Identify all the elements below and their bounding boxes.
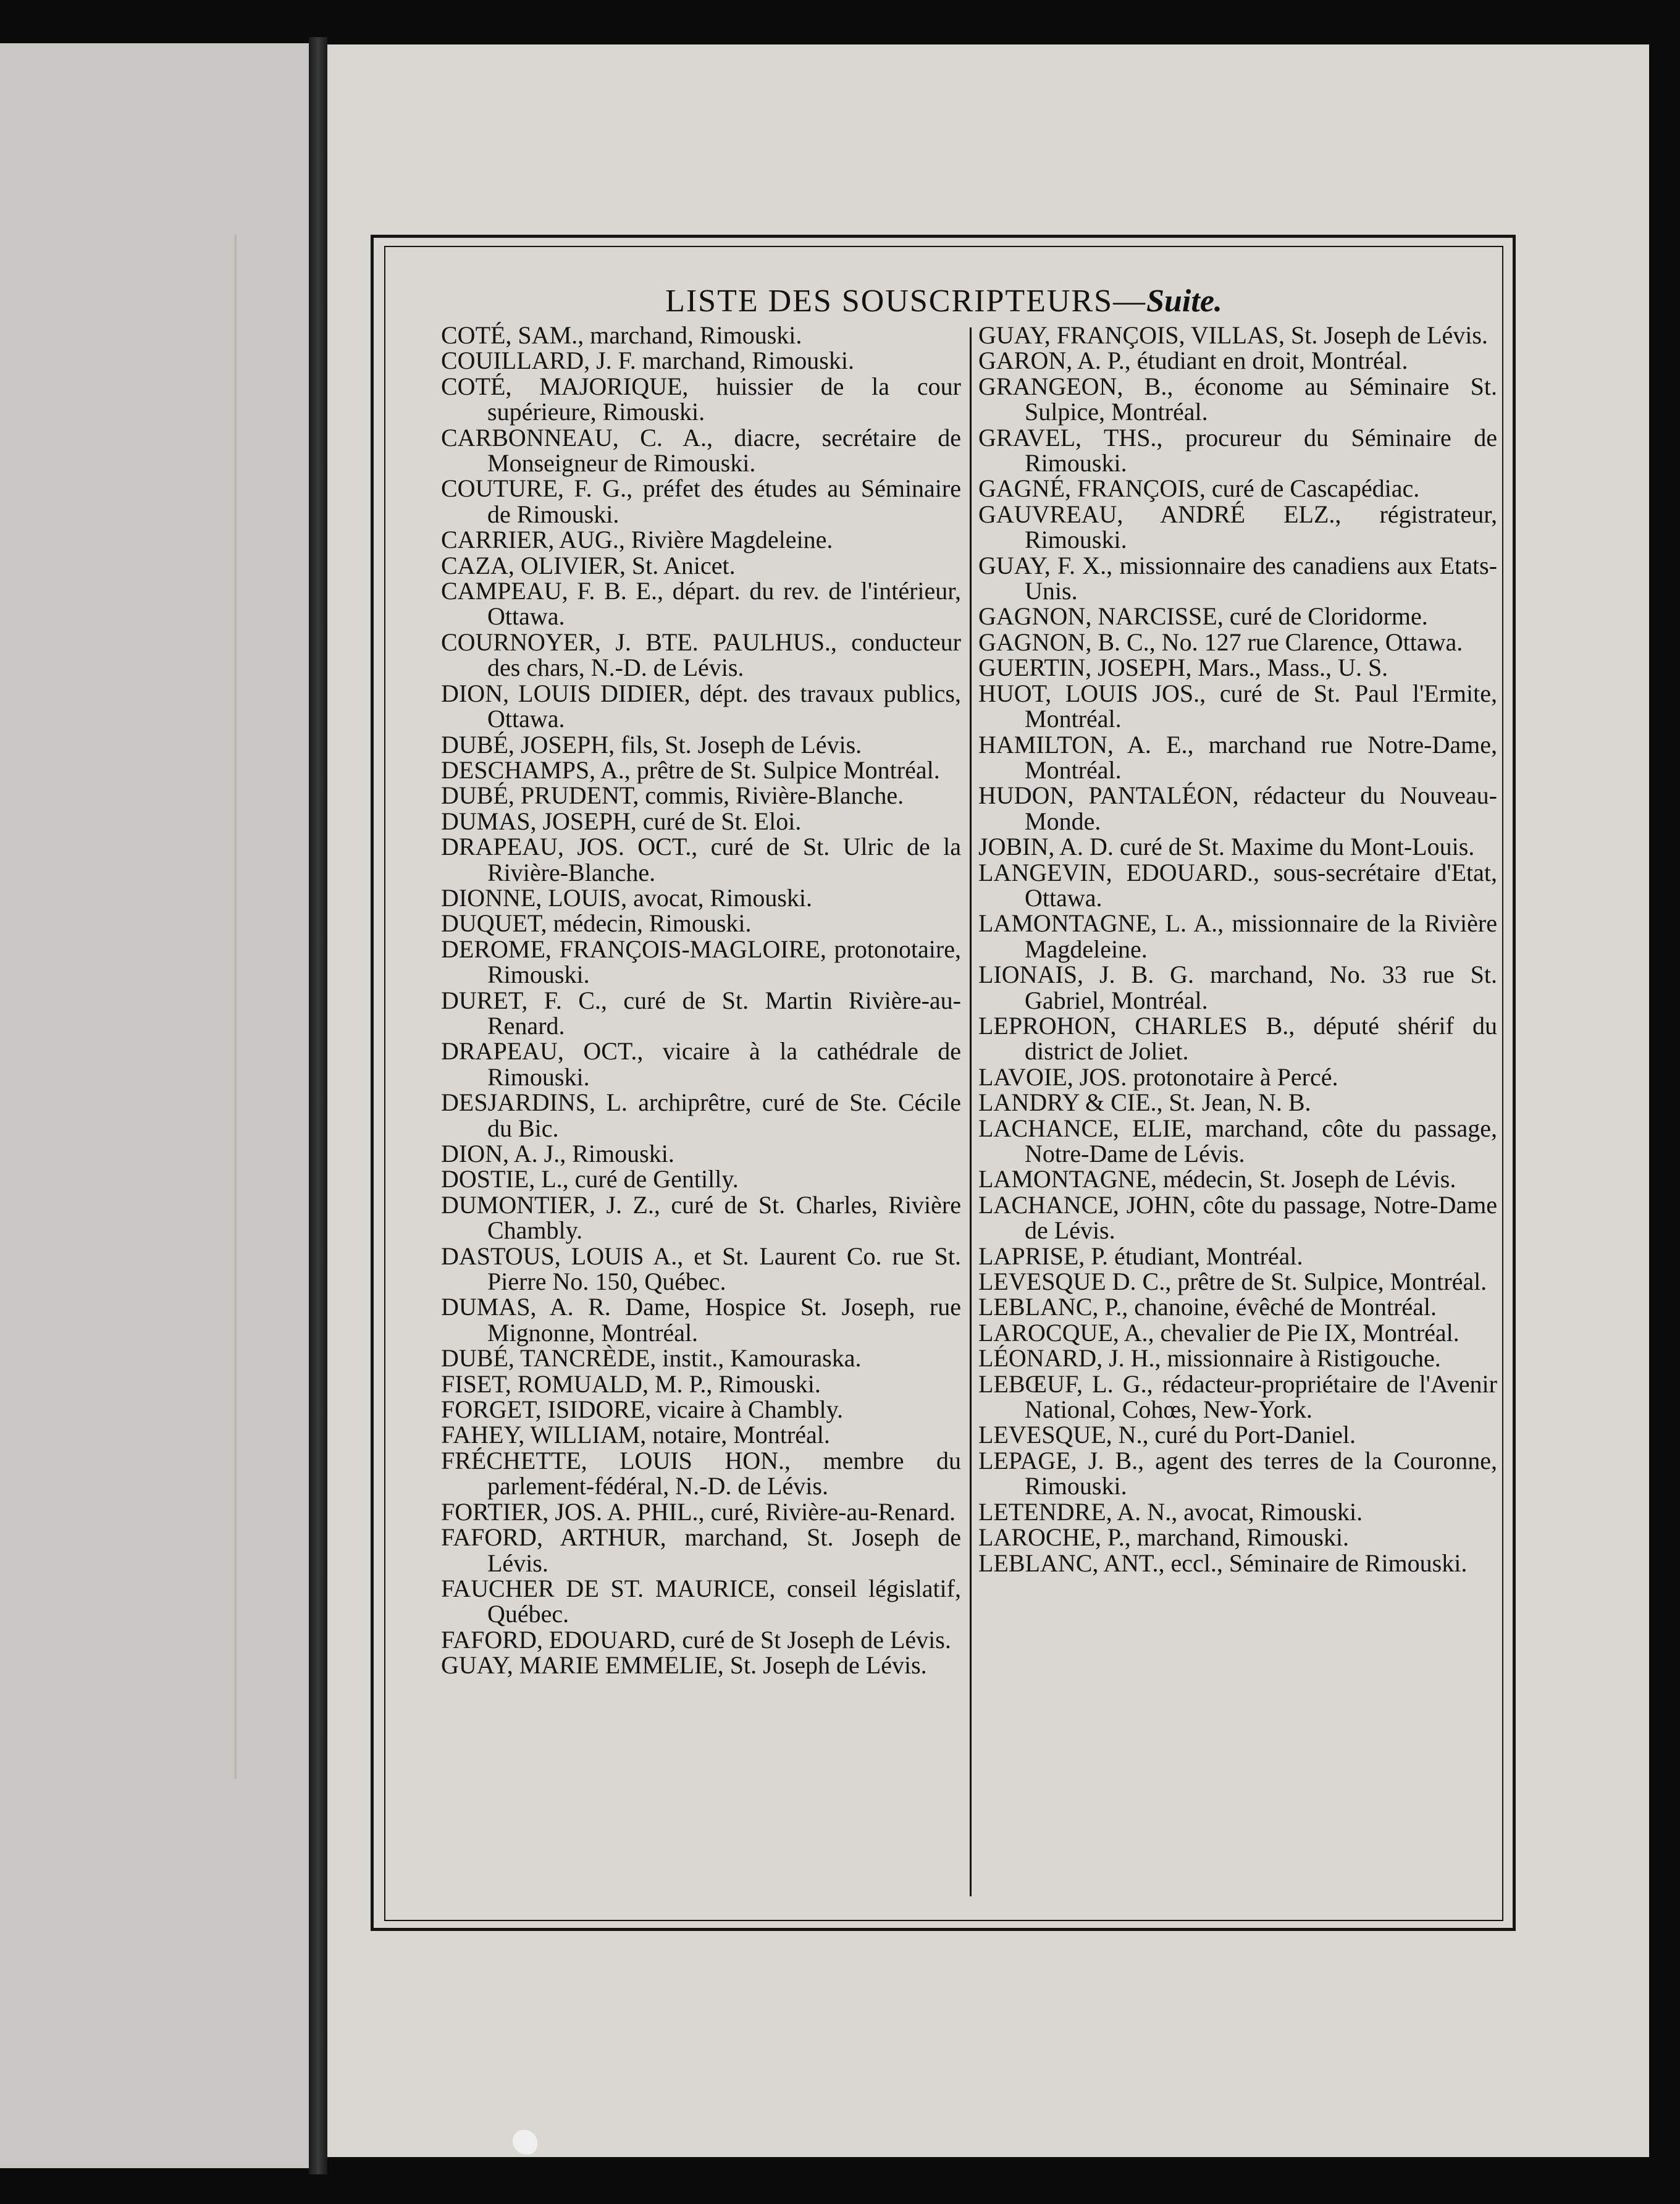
subscriber-entry: LANGEVIN, EDOUARD., sous-secrétaire d'Etat, Ottawa.: [978, 858, 1497, 912]
subscriber-entry: FORTIER, JOS. A. PHIL., curé, Rivière-au-Renard.: [441, 1497, 956, 1526]
subscriber-entry: GUAY, F. X., missionnaire des canadiens aux Etats-Unis.: [978, 551, 1497, 605]
subscriber-entry: COTÉ, MAJORIQUE, huissier de la cour supérieure, Rimouski.: [441, 372, 961, 426]
subscriber-entry: LÉONARD, J. H., missionnaire à Ristigouche.: [978, 1344, 1441, 1373]
title-suite: Suite.: [1146, 284, 1222, 319]
subscriber-entry: DASTOUS, LOUIS A., et St. Laurent Co. rue St. Pierre No. 150, Québec.: [441, 1242, 961, 1296]
subscriber-entry: LAVOIE, JOS. protonotaire à Percé.: [978, 1062, 1338, 1091]
subscriber-entry: DION, A. J., Rimouski.: [441, 1140, 674, 1167]
subscriber-entry: FAFORD, ARTHUR, marchand, St. Joseph de Lévis.: [441, 1523, 961, 1577]
subscriber-entry: HUDON, PANTALÉON, rédacteur du Nouveau-Monde.: [978, 781, 1497, 835]
subscriber-entry: COUILLARD, J. F. marchand, Rimouski.: [441, 347, 854, 375]
subscriber-entry: LAMONTAGNE, L. A., missionnaire de la Rivière Magdeleine.: [978, 909, 1497, 963]
subscriber-entry: LAPRISE, P. étudiant, Montréal.: [978, 1242, 1303, 1270]
subscriber-entry: FAHEY, WILLIAM, notaire, Montréal.: [441, 1421, 830, 1449]
subscriber-entry: CARBONNEAU, C. A., diacre, secrétaire de Monseigneur de Rimouski.: [441, 423, 961, 477]
column-divider: [970, 327, 972, 1896]
subscriber-entry: DRAPEAU, JOS. OCT., curé de St. Ulric de la Rivière-Blanche.: [441, 833, 961, 886]
subscriber-entry: LEBLANC, P., chanoine, évêché de Montréal.: [978, 1293, 1437, 1321]
subscriber-entry: GUAY, FRANÇOIS, VILLAS, St. Joseph de Lévis.: [978, 321, 1488, 349]
book-gutter: [309, 37, 327, 2174]
subscriber-entry: LACHANCE, ELIE, marchand, côte du passage, Notre-Dame de Lévis.: [978, 1114, 1497, 1167]
bleed-through-text-area: [12, 235, 237, 1779]
subscriber-entry: DURET, F. C., curé de St. Martin Rivière-au-Renard.: [441, 986, 961, 1040]
left-column-list: [441, 322, 961, 1678]
subscriber-entry: CAMPEAU, F. B. E., départ. du rev. de l'intérieur, Ottawa.: [441, 577, 961, 631]
subscriber-entry: DESCHAMPS, A., prêtre de St. Sulpice Montréal.: [441, 755, 940, 784]
subscriber-entry: FISET, ROMUALD, M. P., Rimouski.: [441, 1369, 821, 1398]
subscriber-entry: COTÉ, SAM., marchand, Rimouski.: [441, 321, 802, 349]
subscriber-entry: HAMILTON, A. E., marchand rue Notre-Dame, Montréal.: [978, 730, 1497, 784]
subscriber-entry: LEVESQUE, N., curé du Port-Daniel.: [978, 1421, 1356, 1449]
subscriber-entry: GRAVEL, THS., procureur du Séminaire de Rimouski.: [978, 423, 1497, 477]
subscriber-entry: DUMAS, A. R. Dame, Hospice St. Joseph, rue Mignonne, Montréal.: [441, 1293, 961, 1347]
subscriber-entry: LEPAGE, J. B., agent des terres de la Couronne, Rimouski.: [978, 1446, 1497, 1500]
subscriber-entry: FRÉCHETTE, LOUIS HON., membre du parlement-fédéral, N.-D. de Lévis.: [441, 1446, 961, 1500]
subscriber-entry: FORGET, ISIDORE, vicaire à Chambly.: [441, 1395, 843, 1424]
subscriber-entry: LEBLANC, ANT., eccl., Séminaire de Rimouski.: [978, 1549, 1468, 1577]
subscriber-entry: DUBÉ, JOSEPH, fils, St. Joseph de Lévis.: [441, 730, 862, 759]
subscriber-entry: LANDRY & CIE., St. Jean, N. B.: [978, 1088, 1311, 1117]
subscriber-entry: FAUCHER DE ST. MAURICE, conseil législatif, Québec.: [441, 1574, 961, 1628]
subscriber-entry: DIONNE, LOUIS, avocat, Rimouski.: [441, 883, 813, 912]
subscriber-entry: COUTURE, F. G., préfet des études au Séminaire de Rimouski.: [441, 474, 961, 528]
subscriber-entry: GAGNÉ, FRANÇOIS, curé de Cascapédiac.: [978, 474, 1420, 503]
subscriber-entry: GRANGEON, B., économe au Séminaire St. Sulpice, Montréal.: [978, 372, 1497, 426]
subscriber-entry: DUBÉ, PRUDENT, commis, Rivière-Blanche.: [441, 781, 904, 810]
subscriber-entry: FAFORD, EDOUARD, curé de St Joseph de Lévis.: [441, 1625, 951, 1654]
subscriber-entry: DUBÉ, TANCRÈDE, instit., Kamouraska.: [441, 1344, 862, 1373]
subscriber-entry: DRAPEAU, OCT., vicaire à la cathédrale de Rimouski.: [441, 1037, 961, 1091]
subscriber-entry: GUERTIN, JOSEPH, Mars., Mass., U. S.: [978, 654, 1388, 682]
subscriber-entry: LAROCHE, P., marchand, Rimouski.: [978, 1523, 1349, 1552]
subscriber-entry: LACHANCE, JOHN, côte du passage, Notre-Dame de Lévis.: [978, 1190, 1497, 1245]
subscriber-entry: HUOT, LOUIS JOS., curé de St. Paul l'Ermite, Montréal.: [978, 679, 1497, 733]
subscriber-entry: GARON, A. P., étudiant en droit, Montréal.: [978, 347, 1408, 375]
subscriber-entry: GAUVREAU, ANDRÉ ELZ., régistrateur, Rimouski.: [978, 500, 1497, 554]
subscriber-entry: LEVESQUE D. C., prêtre de St. Sulpice, Montréal.: [978, 1268, 1487, 1296]
subscriber-entry: DESJARDINS, L. archiprêtre, curé de Ste. Cécile du Bic.: [441, 1088, 961, 1142]
subscriber-entry: DUMAS, JOSEPH, curé de St. Eloi.: [441, 807, 802, 835]
subscriber-entry: GUAY, MARIE EMMELIE, St. Joseph de Lévis.: [441, 1651, 927, 1680]
subscriber-entry: DEROME, FRANÇOIS-MAGLOIRE, protonotaire, Rimouski.: [441, 935, 961, 989]
subscriber-entry: LAROCQUE, A., chevalier de Pie IX, Montréal.: [978, 1318, 1460, 1347]
subscriber-entry: DION, LOUIS DIDIER, dépt. des travaux publics, Ottawa.: [441, 679, 961, 733]
subscriber-entry: LIONAIS, J. B. G. marchand, No. 33 rue St. Gabriel, Montréal.: [978, 961, 1497, 1014]
subscriber-entry: LETENDRE, A. N., avocat, Rimouski.: [978, 1497, 1363, 1526]
subscriber-entry: DOSTIE, L., curé de Gentilly.: [441, 1165, 739, 1193]
subscriber-entry: LEPROHON, CHARLES B., député shérif du district de Joliet.: [978, 1011, 1497, 1066]
left-page-edge: [0, 43, 309, 2168]
subscriber-entry: DUQUET, médecin, Rimouski.: [441, 909, 752, 938]
subscriber-entry: JOBIN, A. D. curé de St. Maxime du Mont-Louis.: [978, 833, 1475, 861]
title-main: LISTE DES SOUSCRIPTEURS—: [665, 284, 1147, 319]
subscriber-entry: CARRIER, AUG., Rivière Magdeleine.: [441, 526, 833, 554]
right-column-list: [978, 322, 1497, 1576]
subscriber-entry: GAGNON, B. C., No. 127 rue Clarence, Ottawa.: [978, 628, 1463, 656]
subscriber-entry: CAZA, OLIVIER, St. Anicet.: [441, 551, 736, 579]
subscriber-entry: DUMONTIER, J. Z., curé de St. Charles, Rivière Chambly.: [441, 1190, 961, 1245]
subscriber-entry: COURNOYER, J. BTE. PAULHUS., conducteur des chars, N.-D. de Lévis.: [441, 628, 961, 682]
page-title: [384, 283, 1503, 319]
subscriber-entry: LEBŒUF, L. G., rédacteur-propriétaire de l'Avenir National, Cohœs, New-York.: [978, 1369, 1497, 1424]
subscriber-entry: LAMONTAGNE, médecin, St. Joseph de Lévis.: [978, 1165, 1456, 1193]
subscriber-entry: GAGNON, NARCISSE, curé de Cloridorme.: [978, 602, 1428, 631]
